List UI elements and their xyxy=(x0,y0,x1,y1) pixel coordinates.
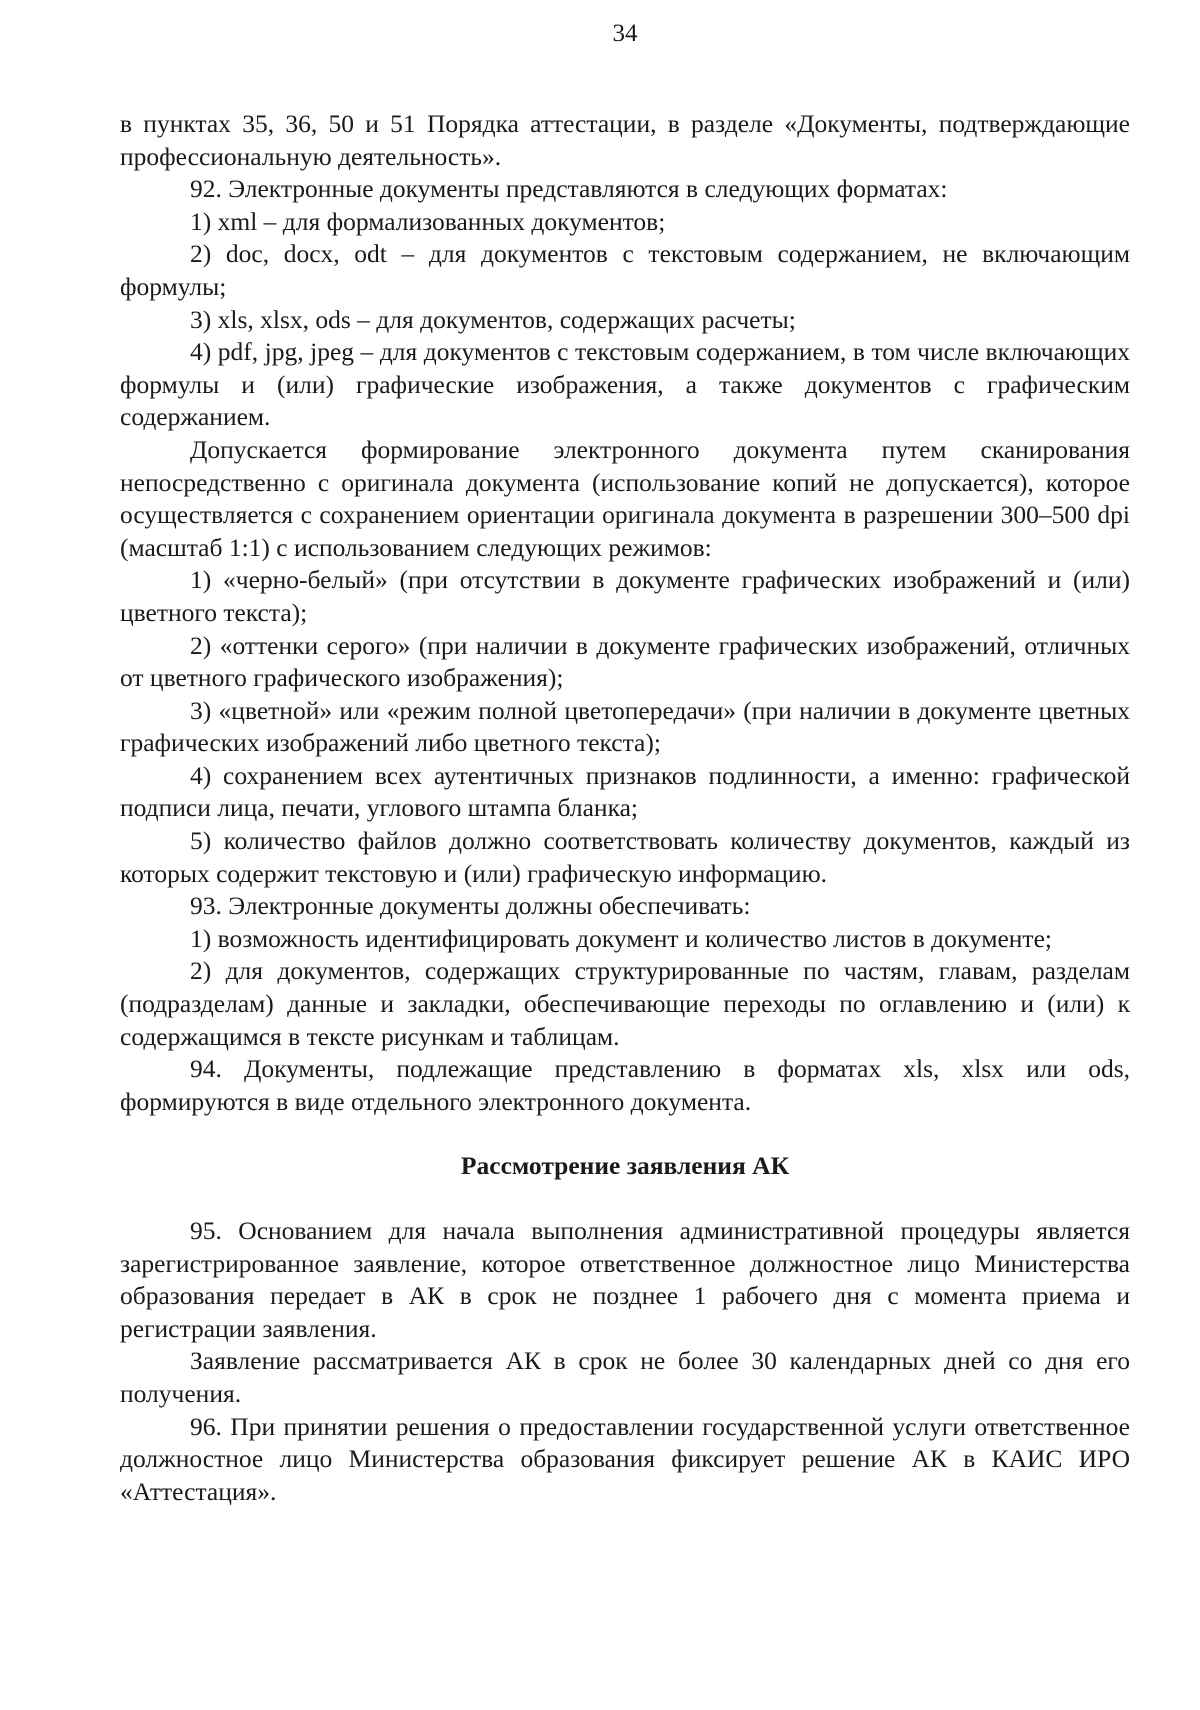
paragraph: 4) сохранением всех аутентичных признаков подлинности, а именно: графической подписи лица, печати, углового штампа бланка; xyxy=(120,760,1130,823)
paragraph: 4) pdf, jpg, jpeg – для документов с текстовым содержанием, в том числе включающих формулы и (или) графические изображения, а также документов с графическим содержанием. xyxy=(120,337,1130,432)
page-number: 34 xyxy=(612,20,638,47)
paragraph: 5) количество файлов должно соответствовать количеству документов, каждый из которых содержит текстовую и (или) графическую информацию. xyxy=(120,826,1130,888)
paragraph: 3) xls, xlsx, ods – для документов, содержащих расчеты; xyxy=(190,304,796,334)
paragraph: 2) doc, docx, odt – для документов с текстовым содержанием, не включающим формулы; xyxy=(120,239,1130,301)
paragraph: 1) возможность идентифицировать документ и количество листов в документе; xyxy=(190,923,1052,953)
paragraph: 1) «черно-белый» (при отсутствии в документе графических изображений и (или) цветного текста); xyxy=(120,565,1130,627)
paragraph: 92. Электронные документы представляются в следующих форматах: xyxy=(190,174,948,204)
paragraph: 96. При принятии решения о предоставлении государственной услуги ответственное должностное лицо Министерства образования фиксирует решение АК в КАИС ИРО «Аттестация». xyxy=(120,1411,1130,1506)
paragraph: Заявление рассматривается АК в срок не более 30 календарных дней со дня его получения. xyxy=(120,1346,1130,1408)
paragraph: 3) «цветной» или «режим полной цветопередачи» (при наличии в документе цветных графических изображений либо цветного текста); xyxy=(120,695,1130,758)
paragraph: 94. Документы, подлежащие представлению в форматах xls, xlsx или ods, формируются в виде отдельного электронного документа. xyxy=(120,1054,1130,1116)
paragraph: 2) «оттенки серого» (при наличии в документе графических изображений, отличных от цветного графического изображения); xyxy=(120,630,1130,693)
paragraph: 1) xml – для формализованных документов; xyxy=(190,206,666,236)
paragraph: в пунктах 35, 36, 50 и 51 Порядка аттестации, в разделе «Документы, подтверждающие профессиональную деятельность». xyxy=(120,109,1130,171)
paragraph: 95. Основанием для начала выполнения административной процедуры является зарегистрированное заявление, которое ответственное должностное лицо Министерства образования передает в АК в срок не позднее 1 рабочего дня с момента приема и регистрации заявления. xyxy=(120,1216,1130,1343)
document-body xyxy=(120,108,1130,1508)
paragraph: Допускается формирование электронного документа путем сканирования непосредственно с оригинала документа (использование копий не допускается), которое осуществляется с сохранением ориентации оригинала документа в разрешении 300–500 dpi (масштаб 1:1) с использованием следующих режимов: xyxy=(120,434,1130,562)
paragraph: 93. Электронные документы должны обеспечивать: xyxy=(190,891,751,921)
section-heading: Рассмотрение заявления АК xyxy=(460,1151,790,1181)
paragraph: 2) для документов, содержащих структурированные по частям, главам, разделам (подразделам) данные и закладки, обеспечивающие переходы по оглавлению и (или) к содержащимся в тексте рисункам и таблицам. xyxy=(120,956,1130,1051)
